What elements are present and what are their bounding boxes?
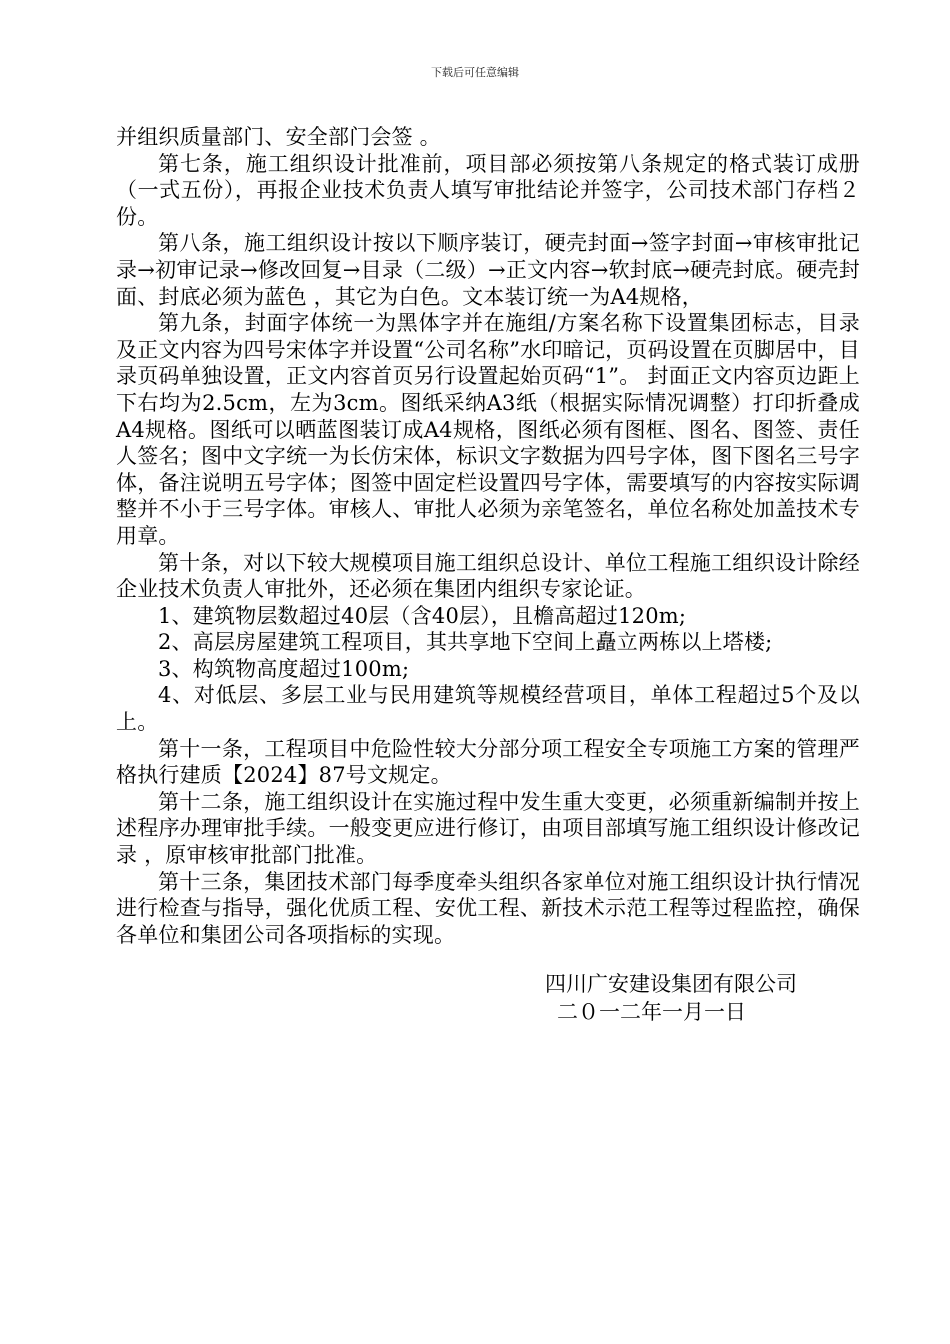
paragraph: 并组织质量部门、安全部门会签 。 <box>116 125 441 149</box>
paragraph-article-11: 第十一条，工程项目中危险性较大分部分项工程安全专项施工方案的管理严格执行建质【2024】87号文规定。 <box>116 736 860 788</box>
signature-block <box>545 970 797 1026</box>
paragraph-article-8: 第八条，施工组织设计按以下顺序装订，硬壳封面→签字封面→审核审批记录→初审记录→修改回复→目录（二级）→正文内容→软封底→硬壳封底。硬壳封面、封底必须为蓝色 ，其它为白色。文本装订统一为A4规格， <box>116 231 860 309</box>
header-note: 下载后可任意编辑 <box>431 66 519 79</box>
list-item-4: 4、对低层、多层工业与民用建筑等规模经营项目，单体工程超过5个及以上。 <box>116 683 860 735</box>
paragraph-article-7: 第七条，施工组织设计批准前，项目部必须按第八条规定的格式装订成册（一式五份），再报企业技术负责人填写审批结论并签字，公司技术部门存档２份。 <box>116 151 860 229</box>
signature-date: 二０一二年一月一日 <box>557 1000 746 1024</box>
signature-company: 四川广安建设集团有限公司 <box>545 972 797 996</box>
list-item-2: 2、高层房屋建筑工程项目，其共享地下空间上矗立两栋以上塔楼; <box>158 630 773 655</box>
paragraph-article-13: 第十三条，集团技术部门每季度牵头组织各家单位对施工组织设计执行情况进行检查与指导，强化优质工程、安优工程、新技术示范工程等过程监控，确保各单位和集团公司各项指标的实现。 <box>116 869 860 947</box>
list-item-3: 3、构筑物高度超过100m; <box>158 656 410 681</box>
document-body <box>116 124 860 948</box>
paragraph-article-12: 第十二条，施工组织设计在实施过程中发生重大变更，必须重新编制并按上述程序办理审批手续。一般变更应进行修订，由项目部填写施工组织设计修改记录 ，原审核审批部门批准。 <box>116 789 860 868</box>
paragraph-article-9: 第九条，封面字体统一为黑体字并在施组/方案名称下设置集团标志，目录及正文内容为四号宋体字并设置“公司名称”水印暗记，页码设置在页脚居中，目录页码单独设置，正文内容首页另行设置起始页码“1”。 封面正文内容页边距上下右均为2.5cm，左为3cm。图纸采纳A3纸（根据实际情况调整）打印折叠成A4规格。图纸可以晒蓝图装订成A4规格，图纸必须有图框、图名、图签、责任人签名；图中文字统一为长仿宋体，标识文字数据为四号字体，图下图名三号字体，备注说明五号字体；图签中固定栏设置四号字体，需要填写的内容按实际调整并不小于三号字体。审核人、审批人必须为亲笔签名，单位名称处加盖技术专用章。 <box>116 311 860 548</box>
list-item-1: 1、建筑物层数超过40层（含40层），且檐高超过120m; <box>158 603 687 628</box>
paragraph-article-10: 第十条，对以下较大规模项目施工组织总设计、单位工程施工组织设计除经企业技术负责人审批外，还必须在集团内组织专家论证。 <box>116 550 860 602</box>
